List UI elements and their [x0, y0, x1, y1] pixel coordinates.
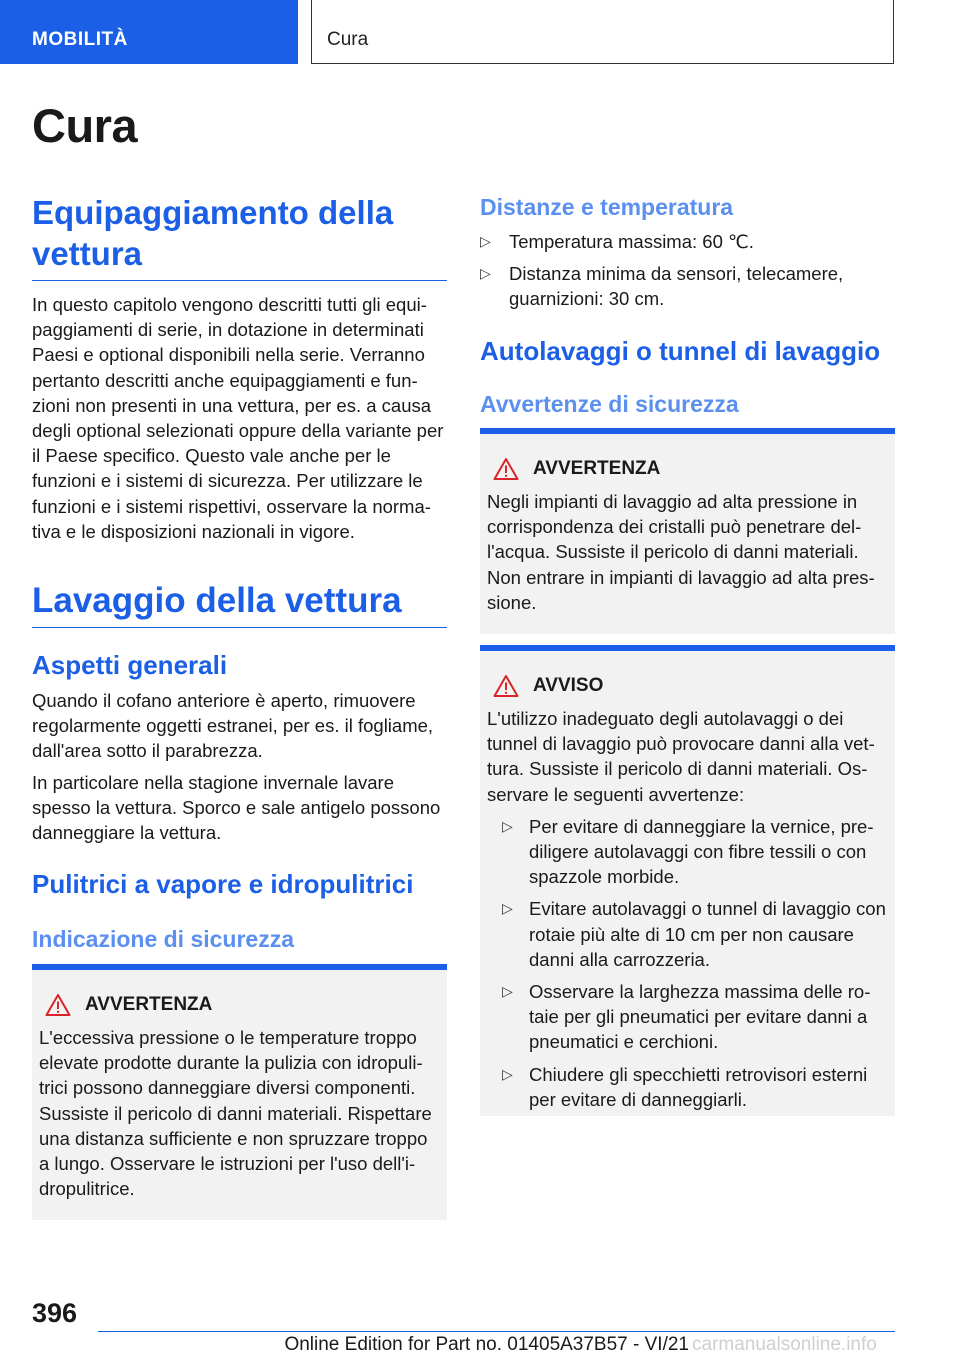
notice-box-carwash	[480, 645, 895, 1116]
triangle-bullet-icon: ▷	[502, 1065, 513, 1082]
steam-cleaner-heading: Pulitrici a vapore e idropulitrici	[32, 869, 414, 899]
safety-note-heading: Indicazione di sicurezza	[32, 926, 295, 952]
carwash-safety-heading: Avvertenze di sicurezza	[480, 391, 739, 417]
page-title: Cura	[32, 99, 138, 152]
distance-list	[480, 229, 895, 319]
footer-divider	[98, 1331, 895, 1332]
list-item: ▷ Evitare autolavaggi o tunnel di lavaggio con rotaie più alte di 10 cm per non causare danni alla carrozzeria.	[502, 898, 886, 970]
notice-box-title: AVVISO	[493, 673, 886, 699]
warning-box-title: AVVERTENZA	[45, 992, 438, 1018]
general-text-1: Quando il cofano anteriore è aperto, rimuovere regolarmente oggetti estranei, per es. il fogliame, dall'area sotto il parabrezza.	[32, 690, 434, 762]
section-label: MOBILITÀ	[32, 29, 128, 50]
warning-triangle-icon	[493, 674, 519, 698]
warning-box-text: Negli impianti di lavaggio ad alta pressione in corrispondenza dei cristalli può penetrare dell'acqua. Sussiste il pericolo di danni materiali. Non entrare in impianti di lavaggio ad alta pressione.	[487, 491, 875, 613]
notice-list	[487, 814, 886, 1112]
general-text-2: In particolare nella stagione invernale lavare spesso la vettura. Sporco e sale antigelo possono danneggiare la vettura.	[32, 772, 441, 844]
warning-box-highpressure	[480, 428, 895, 634]
warning-box-steam	[32, 964, 447, 1220]
triangle-bullet-icon: ▷	[502, 817, 513, 834]
list-item: ▷ Per evitare di danneggiare la vernice, prediligere autolavaggi con fibre tessili o con spazzole morbide.	[502, 815, 874, 888]
chapter-label: Cura	[327, 29, 369, 50]
general-heading: Aspetti generali	[32, 650, 228, 680]
equipment-text: In questo capitolo vengono descritti tutti gli equipaggiamenti di serie, in dotazione in determinati Paesi e optional disponibili nella serie. Verranno pertanto descritti anche equipaggiamenti e funzioni non presenti in una vettura, per es. a causa degli optional selezionati oppure della variante per il Paese specifico. Questo vale anche per le funzioni e i sistemi di sicurezza. Per utilizzare le funzioni e i sistemi rispettivi, osservare la normativa e le disposizioni nazionali in vigore.	[32, 294, 444, 542]
section-tab	[0, 0, 298, 64]
triangle-bullet-icon: ▷	[502, 983, 513, 1000]
distance-heading: Distanze e temperatura	[480, 194, 734, 220]
warning-box-title: AVVERTENZA	[493, 456, 886, 482]
car-wash-heading: Lavaggio della vettura	[32, 580, 447, 628]
chapter-header	[311, 0, 894, 64]
edition-text: Online Edition for Part no. 01405A37B57 - VI/21	[284, 1334, 689, 1355]
triangle-bullet-icon: ▷	[480, 265, 491, 282]
warning-triangle-icon	[493, 457, 519, 481]
list-item: ▷ Chiudere gli specchietti retrovisori esterni per evitare di danneggiarli.	[502, 1063, 868, 1110]
warning-triangle-icon	[45, 993, 71, 1017]
page-number: 396	[32, 1298, 78, 1328]
warning-box-text: L'eccessiva pressione o le temperature troppo elevate prodotte durante la pulizia con idropulitrici possono danneggiare diversi componenti. Sussiste il pericolo di danni materiali. Rispettare una distanza sufficiente e non spruzzare troppo a lungo. Osservare le istruzioni per l'uso dell'idropulitrice.	[39, 1027, 432, 1200]
equipment-heading: Equipaggiamento della vettura	[32, 192, 447, 281]
carwash-heading: Autolavaggi o tunnel di lavaggio	[480, 336, 881, 366]
list-item: ▷ Temperatura massima: 60 ℃.	[480, 229, 895, 254]
list-item: ▷ Distanza minima da sensori, telecamere, guarnizioni: 30 cm.	[480, 263, 844, 310]
triangle-bullet-icon: ▷	[480, 233, 491, 249]
triangle-bullet-icon: ▷	[502, 900, 513, 917]
list-item: ▷ Osservare la larghezza massima delle rotaie per gli pneumatici per evitare danni a pneumatici e cerchioni.	[502, 981, 871, 1053]
notice-box-text: L'utilizzo inadeguato degli autolavaggi o dei tunnel di lavaggio può provocare danni alla vettura. Sussiste il pericolo di danni materiali. Osservare le seguenti avvertenze:	[487, 708, 875, 805]
watermark: carmanualsonline.info	[692, 1334, 877, 1355]
